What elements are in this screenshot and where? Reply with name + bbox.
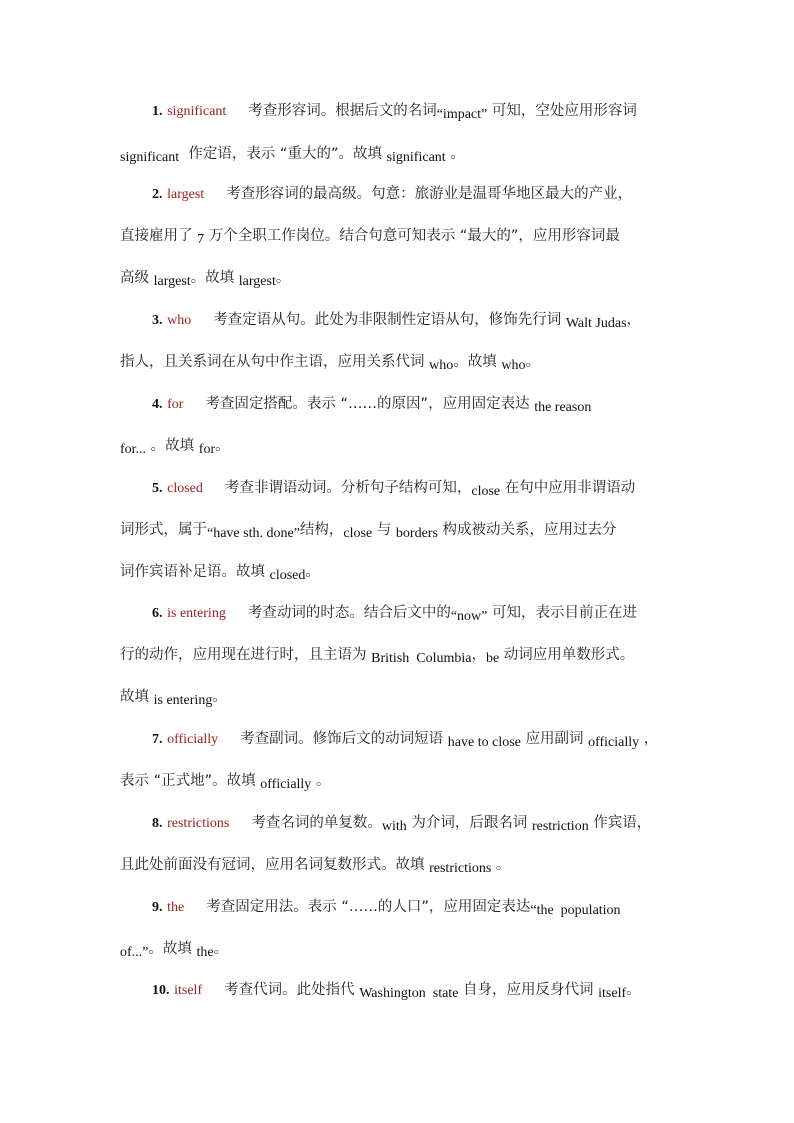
answer-line [0, 222, 794, 250]
item-number: 3. [152, 313, 163, 328]
english-term: significant [386, 150, 446, 165]
english-term: is entering [153, 693, 213, 708]
answer-line [0, 641, 794, 669]
explanation-text: 考查形容词的最高级。句意：旅游业是温哥华地区最大的产业， [226, 186, 633, 202]
answer-line [0, 264, 794, 292]
explanation-text: 作宾语， [588, 815, 652, 831]
answer-line [0, 180, 794, 208]
explanation-text: 考查动词的时态。结合后文中的 [247, 605, 451, 621]
explanation-text: 考查形容词。根据后文的名词 [248, 103, 437, 119]
answer-line [0, 683, 794, 711]
explanation-text: 万个全职工作岗位。结合句意可知表示 “最大的”，应用形容词最 [204, 228, 620, 244]
english-term: with [381, 819, 407, 834]
explanation-text: 。 [445, 146, 465, 162]
english-term: largest [153, 274, 191, 289]
english-term: Walt Judas [565, 316, 627, 331]
explanation-text: 考查副词。修饰后文的动词短语 [240, 731, 448, 747]
answer-word: who [167, 313, 192, 328]
explanation-text: 。 [525, 354, 540, 370]
answer-line [0, 725, 794, 753]
english-term: “now” [450, 609, 488, 624]
english-term: close [343, 526, 373, 541]
answer-line [0, 558, 794, 586]
english-term: borders [395, 526, 438, 541]
explanation-text: 词作宾语补足语。故填 [120, 564, 270, 580]
answer-word: for [167, 397, 184, 412]
english-term: for... [120, 442, 147, 457]
explanation-text: 高级 [120, 270, 154, 286]
explanation-text: 应用副词 [520, 731, 589, 747]
english-term: have to close [447, 735, 521, 750]
answer-line [0, 390, 794, 418]
explanation-text: 在句中应用非谓语动 [500, 480, 636, 496]
item-number: 9. [152, 900, 163, 915]
explanation-text: ， [471, 647, 486, 663]
explanation-text: 表示 “正式地”。故填 [120, 773, 261, 789]
explanation-text: 。故填 [453, 354, 502, 370]
english-term: who [501, 358, 526, 373]
answer-line [0, 97, 794, 125]
explanation-text: ， [626, 312, 642, 328]
explanation-text: 结构， [299, 522, 344, 538]
answer-line [0, 809, 794, 837]
explanation-text: 行的动作，应用现在进行时，且主语为 [120, 647, 372, 663]
explanation-text: 故填 [120, 689, 154, 705]
english-term: officially [588, 735, 640, 750]
answer-word: the [167, 900, 185, 915]
explanation-text: 指人，且关系词在从句中作主语，应用关系代词 [120, 354, 430, 370]
english-term: who [429, 358, 454, 373]
explanation-text: 可知，空处应用形容词 [487, 103, 637, 119]
explanation-text: 直接雇用了 [120, 228, 198, 244]
explanation-text: 作定语，表示 “重大的”。故填 [179, 146, 387, 162]
answer-line [0, 851, 794, 879]
answer-line [0, 935, 794, 963]
explanation-text: 。故填 [148, 941, 197, 957]
english-term: 7 [197, 232, 205, 247]
english-term: close [471, 484, 501, 499]
answer-line [0, 348, 794, 376]
explanation-text: 与 [372, 522, 396, 538]
explanation-text: 。 [213, 941, 229, 957]
explanation-text: 考查非谓语动词。分析句子结构可知， [224, 480, 472, 496]
english-term: significant [120, 150, 180, 165]
explanation-text: 。 [491, 857, 511, 873]
english-term: the [196, 945, 214, 960]
explanation-text: 词形式，属于 [120, 522, 207, 538]
item-number: 1. [152, 104, 163, 119]
english-term: of...” [120, 945, 149, 960]
explanation-text: 考查名词的单复数。 [251, 815, 382, 831]
english-term: “impact” [436, 107, 488, 122]
explanation-text: 。 [626, 982, 641, 998]
explanation-text: 。故填 [146, 438, 199, 454]
english-term: be [485, 651, 500, 666]
answer-word: restrictions [167, 816, 230, 831]
item-number: 4. [152, 397, 163, 412]
item-number: 8. [152, 816, 163, 831]
answer-word: officially [167, 732, 219, 747]
explanation-text: 。 [275, 270, 291, 286]
answer-word: largest [167, 187, 205, 202]
answer-line [0, 976, 794, 1004]
english-term: the reason [534, 400, 592, 415]
explanation-text: 。 [311, 773, 331, 789]
english-term: closed [269, 568, 306, 583]
answer-line [0, 306, 794, 334]
explanation-text: 动词应用单数形式。 [499, 647, 635, 663]
answer-line [0, 767, 794, 795]
answer-word: closed [167, 481, 203, 496]
explanation-text: 。 [215, 438, 230, 454]
english-term: “have sth. done” [207, 526, 300, 541]
explanation-text: 为介词，后跟名词 [406, 815, 532, 831]
explanation-text: 且此处前面没有冠词，应用名词复数形式。故填 [120, 857, 430, 873]
explanation-text: 考查定语从句。此处为非限制性定语从句，修饰先行词 [213, 312, 566, 328]
item-number: 2. [152, 187, 163, 202]
explanation-text: 可知，表示目前正在进 [487, 605, 637, 621]
item-number: 5. [152, 481, 163, 496]
item-number: 10. [152, 983, 170, 998]
answer-line [0, 893, 794, 921]
english-term: British Columbia [371, 651, 472, 666]
english-term: for [198, 442, 216, 457]
explanation-text: 。 [305, 564, 320, 580]
item-number: 7. [152, 732, 163, 747]
item-number: 6. [152, 606, 163, 621]
explanation-text: 考查固定搭配。表示 “……的原因”，应用固定表达 [205, 396, 535, 412]
answer-line [0, 599, 794, 627]
explanation-text: ， [639, 731, 659, 747]
answer-line [0, 140, 794, 168]
english-term: restrictions [429, 861, 492, 876]
english-term: officially [260, 777, 312, 792]
answer-word: significant [167, 104, 227, 119]
explanation-text: 。 [212, 689, 227, 705]
answer-line [0, 474, 794, 502]
answer-word: itself [174, 983, 203, 998]
english-term: restriction [531, 819, 589, 834]
english-term: “the population [530, 903, 621, 918]
answer-line [0, 432, 794, 460]
explanation-text: 。故填 [190, 270, 239, 286]
english-term: largest [238, 274, 276, 289]
english-term: itself [598, 986, 627, 1001]
answer-word: is entering [167, 606, 226, 621]
explanation-text: 自身，应用反身代词 [458, 982, 599, 998]
answer-line [0, 516, 794, 544]
explanation-text: 考查固定用法。表示 “……的人口”，应用固定表达 [206, 899, 531, 915]
explanation-text: 构成被动关系，应用过去分 [437, 522, 617, 538]
english-term: Washington state [359, 986, 459, 1001]
explanation-text: 考查代词。此处指代 [224, 982, 360, 998]
